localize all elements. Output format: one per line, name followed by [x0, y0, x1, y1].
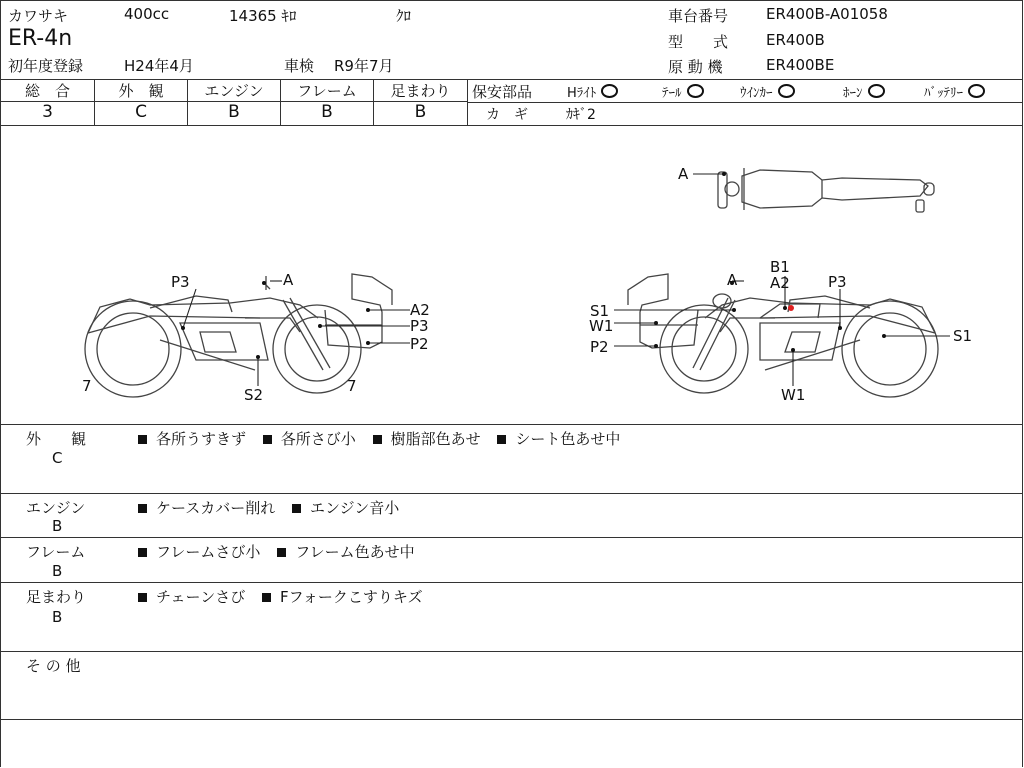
mileage: 14365 ｷﾛ: [229, 7, 297, 25]
displacement: 400cc: [124, 5, 170, 23]
grade-frame-label: フレーム: [297, 82, 357, 100]
remark-item: チェーンさび: [156, 588, 246, 606]
label-right-w1-left: W1: [589, 317, 614, 335]
label-right-a2: A2: [770, 274, 790, 292]
label-left-a: A: [283, 271, 294, 289]
type-label: 型 式: [668, 33, 729, 51]
type-value: ER400B: [766, 31, 825, 49]
remark-other-label: そ の 他: [26, 657, 81, 675]
safety-item-tail: ﾃｰﾙ: [662, 82, 704, 101]
label-right-b1: B1: [770, 258, 790, 276]
engine-model-value: ER400BE: [766, 56, 835, 74]
remark-item: フレームさび小: [156, 543, 261, 561]
remark-item: エンジン音小: [310, 499, 400, 517]
inspection-label: 車検: [284, 57, 315, 75]
motorcycle-left-side-icon: [85, 274, 392, 397]
safety-item-horn: ﾎｰﾝ: [843, 82, 885, 101]
first-registration-label: 初年度登録: [8, 57, 84, 75]
grade-engine-label: エンジン: [204, 82, 264, 100]
safety-item-headlight: Hﾗｲﾄ: [567, 82, 618, 101]
grade-exterior-value: C: [135, 102, 147, 122]
key-label: カ ギ: [486, 107, 528, 123]
key-value: ｶｷﾞ2: [566, 107, 596, 123]
remark-frame-items: [138, 541, 427, 562]
red-damage-dot: [788, 305, 794, 311]
ok-circle-icon: [968, 84, 985, 98]
remark-engine-label: エンジン: [26, 499, 86, 517]
first-registration-value: H24年4月: [124, 57, 194, 75]
remark-suspension-label: 足まわり: [26, 588, 87, 606]
remark-item: ケースカバー削れ: [156, 499, 276, 517]
safety-item-winker: ｳｲﾝｶｰ: [740, 82, 795, 101]
grade-suspension-label: 足まわり: [390, 82, 451, 100]
grade-overall-label: 総 合: [24, 82, 70, 100]
grade-exterior-label: 外 観: [118, 82, 164, 100]
remark-item: 各所さび小: [280, 430, 356, 448]
remark-item: 各所うすきず: [156, 430, 247, 448]
engine-model-label: 原 動 機: [668, 58, 723, 76]
label-left-front-tire: 7: [82, 377, 92, 395]
safety-item-battery: ﾊﾞｯﾃﾘｰ: [924, 82, 985, 101]
remark-item: 樹脂部色あせ: [390, 430, 481, 448]
safety-title: 保安部品: [472, 83, 533, 101]
label-right-p3: P3: [828, 273, 847, 291]
grade-frame-value: B: [321, 102, 333, 122]
label-left-s2: S2: [244, 386, 264, 404]
maker: カワサキ: [8, 7, 69, 25]
remark-item: フレーム色あせ中: [295, 543, 415, 561]
label-left-p3-right: P3: [410, 317, 429, 335]
remark-exterior-grade: C: [52, 449, 63, 467]
grade-engine-value: B: [228, 102, 240, 122]
label-left-p3-top: P3: [171, 273, 190, 291]
label-left-a2: A2: [410, 301, 430, 319]
remark-exterior-label: 外 観: [26, 430, 87, 448]
model-name: ER-4n: [8, 26, 73, 51]
remark-frame-grade: B: [52, 562, 63, 580]
ok-circle-icon: [868, 84, 885, 98]
remark-suspension-grade: B: [52, 608, 63, 626]
grade-overall-value: 3: [42, 102, 53, 122]
remark-frame-label: フレーム: [26, 543, 86, 561]
remark-engine-items: [138, 497, 411, 518]
ok-circle-icon: [601, 84, 618, 98]
remark-engine-grade: B: [52, 517, 63, 535]
frame-number-value: ER400B-A01058: [766, 5, 888, 23]
label-left-p2: P2: [410, 335, 429, 353]
label-right-s1-left: S1: [590, 302, 610, 320]
label-left-rear-tire: 7: [347, 377, 357, 395]
label-right-w1-bottom: W1: [781, 386, 806, 404]
label-right-s1-right: S1: [953, 327, 973, 345]
label-right-a: A: [727, 271, 738, 289]
remark-item: シート色あせ中: [515, 430, 621, 448]
color: ｸﾛ: [396, 7, 412, 25]
remark-suspension-items: [138, 586, 435, 607]
damage-diagram: [0, 126, 1022, 423]
grade-suspension-value: B: [414, 102, 427, 122]
remark-item: Fフォークこすりキズ: [280, 588, 423, 606]
label-right-p2: P2: [590, 338, 609, 356]
remark-exterior-items: [138, 428, 632, 449]
inspection-value: R9年7月: [334, 57, 394, 75]
ok-circle-icon: [778, 84, 795, 98]
ok-circle-icon: [687, 84, 704, 98]
frame-number-label: 車台番号: [668, 7, 729, 25]
label-top-a: A: [678, 165, 689, 183]
motorcycle-top-view-icon: [718, 168, 934, 212]
